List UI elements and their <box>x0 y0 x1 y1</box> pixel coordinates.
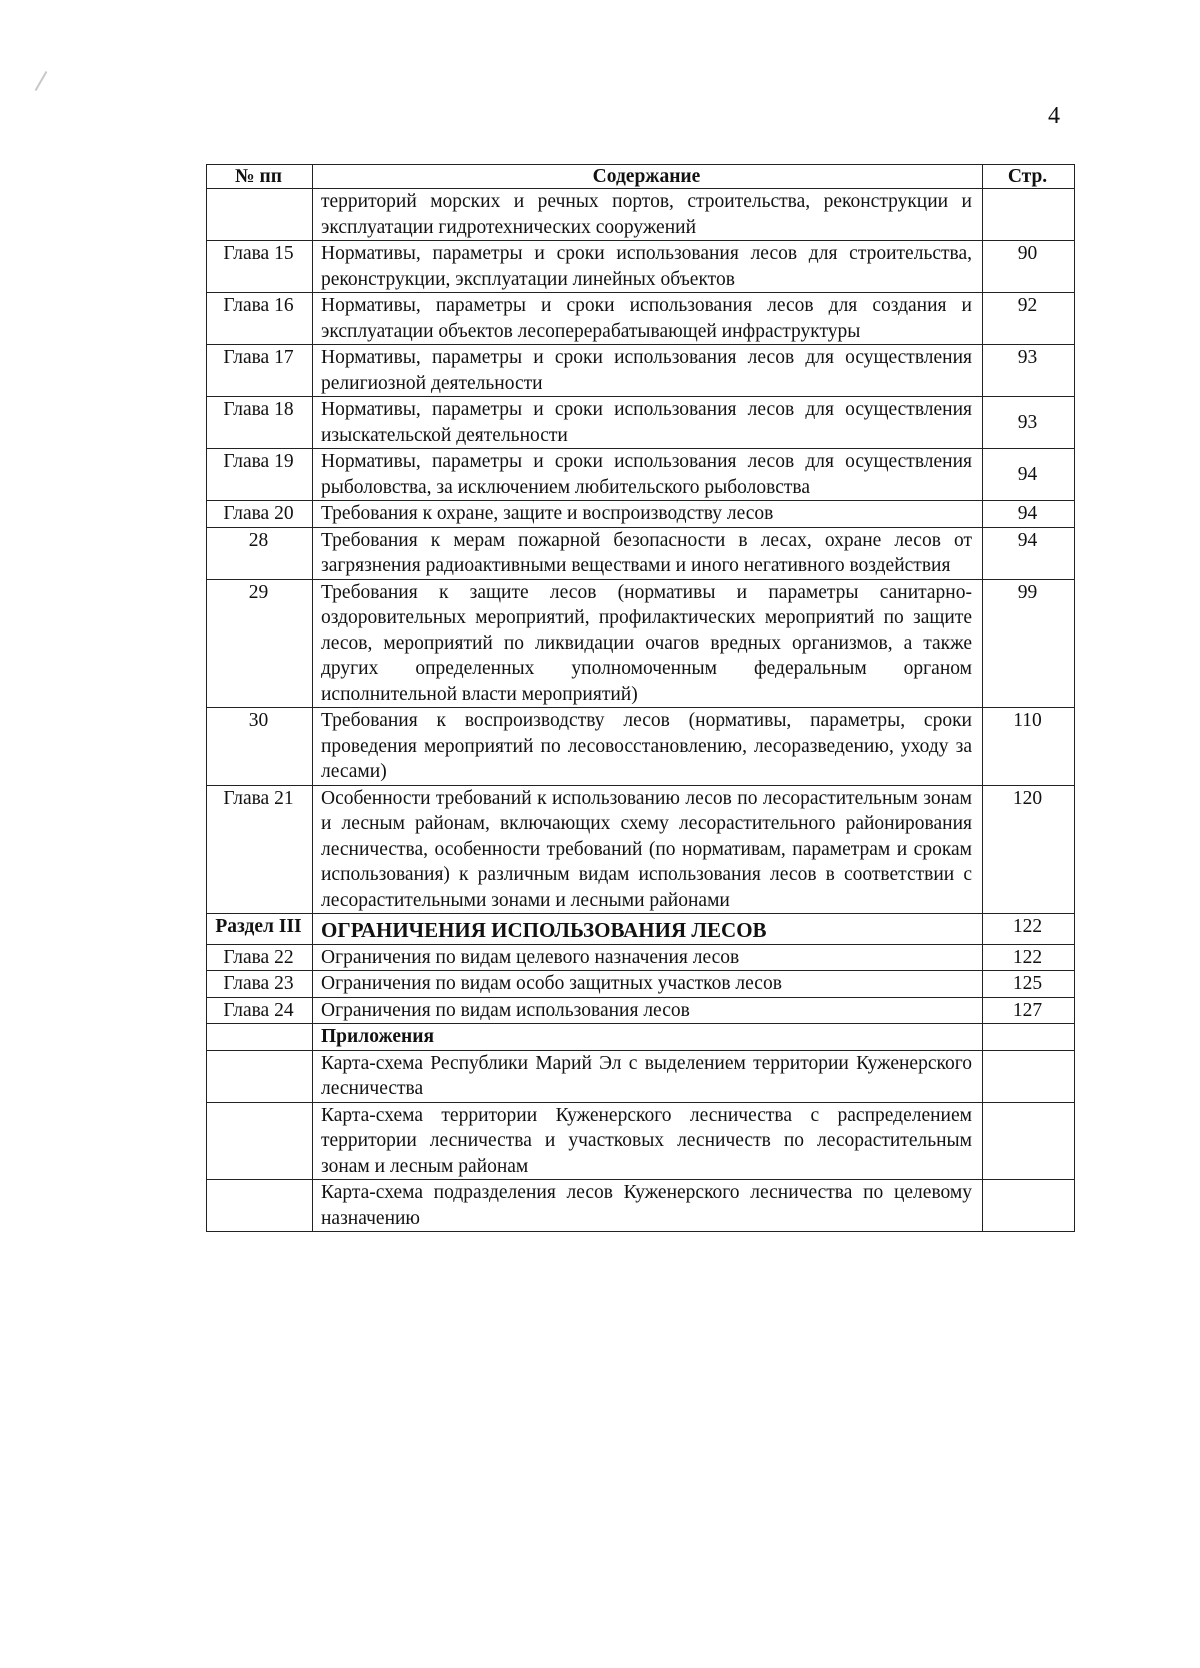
row-number: 28 <box>207 527 313 579</box>
table-row <box>207 1102 1075 1180</box>
header-content: Содержание <box>313 165 983 189</box>
appendix-title: Приложения <box>313 1024 983 1051</box>
table-row <box>207 1180 1075 1232</box>
table-row <box>207 785 1075 914</box>
row-page: 94 <box>983 501 1075 528</box>
row-page: 125 <box>983 971 1075 998</box>
row-page: 120 <box>983 785 1075 914</box>
header-page: Стр. <box>983 165 1075 189</box>
row-content: территорий морских и речных портов, строительства, реконструкции и эксплуатации гидротехнических сооружений <box>313 189 983 241</box>
table-row <box>207 971 1075 998</box>
row-content: Ограничения по видам особо защитных участков лесов <box>313 971 983 998</box>
section-number: Раздел III <box>207 914 313 945</box>
row-number <box>207 1050 313 1102</box>
table-row <box>207 944 1075 971</box>
row-page <box>983 189 1075 241</box>
table-row <box>207 189 1075 241</box>
row-number: Глава 19 <box>207 449 313 501</box>
row-page: 93 <box>983 345 1075 397</box>
row-page: 93 <box>983 397 1075 449</box>
table-row <box>207 501 1075 528</box>
row-content: Нормативы, параметры и сроки использования лесов для осуществления религиозной деятельности <box>313 345 983 397</box>
table-header-row <box>207 165 1075 189</box>
row-content: Ограничения по видам целевого назначения лесов <box>313 944 983 971</box>
row-number: Глава 18 <box>207 397 313 449</box>
scan-artifact-mark <box>35 71 48 91</box>
row-content: Особенности требований к использованию лесов по лесорастительным зонам и лесным районам, включающих схему лесорастительного районирования лесничества, особенности требований (по нормативам, параметрам и срокам использования) к различным видам использования лесов в соответствии с лесорастительными зонами и лесными районами <box>313 785 983 914</box>
row-content: Нормативы, параметры и сроки использования лесов для осуществления изыскательской деятельности <box>313 397 983 449</box>
table-row <box>207 449 1075 501</box>
table-row <box>207 1050 1075 1102</box>
row-number: 30 <box>207 708 313 786</box>
contents-table <box>206 164 1075 1232</box>
row-content: Требования к охране, защите и воспроизводству лесов <box>313 501 983 528</box>
row-content: Карта-схема территории Куженерского лесничества с распределением территории лесничества и участковых лесничеств по лесорастительным зонам и лесным районам <box>313 1102 983 1180</box>
row-page: 110 <box>983 708 1075 786</box>
row-page <box>983 1050 1075 1102</box>
section-row <box>207 914 1075 945</box>
table-row <box>207 997 1075 1024</box>
row-page: 99 <box>983 579 1075 708</box>
row-number: Глава 15 <box>207 241 313 293</box>
row-number <box>207 189 313 241</box>
table-row <box>207 345 1075 397</box>
row-number: Глава 22 <box>207 944 313 971</box>
row-page: 90 <box>983 241 1075 293</box>
row-number: Глава 16 <box>207 293 313 345</box>
row-page: 94 <box>983 449 1075 501</box>
table-row <box>207 397 1075 449</box>
table-row <box>207 579 1075 708</box>
row-page: 122 <box>983 944 1075 971</box>
row-page: 94 <box>983 527 1075 579</box>
row-page <box>983 1102 1075 1180</box>
row-number <box>207 1024 313 1051</box>
row-number: Глава 21 <box>207 785 313 914</box>
section-title: ОГРАНИЧЕНИЯ ИСПОЛЬЗОВАНИЯ ЛЕСОВ <box>313 914 983 945</box>
row-content: Карта-схема подразделения лесов Куженерского лесничества по целевому назначению <box>313 1180 983 1232</box>
row-page: 92 <box>983 293 1075 345</box>
row-content: Требования к мерам пожарной безопасности в лесах, охране лесов от загрязнения радиоактивными веществами и иного негативного воздействия <box>313 527 983 579</box>
row-content: Нормативы, параметры и сроки использования лесов для строительства, реконструкции, эксплуатации линейных объектов <box>313 241 983 293</box>
row-content: Ограничения по видам использования лесов <box>313 997 983 1024</box>
table-row <box>207 708 1075 786</box>
row-number: 29 <box>207 579 313 708</box>
row-content: Нормативы, параметры и сроки использования лесов для создания и эксплуатации объектов лесоперерабатывающей инфраструктуры <box>313 293 983 345</box>
row-number <box>207 1180 313 1232</box>
appendix-header-row <box>207 1024 1075 1051</box>
row-page <box>983 1180 1075 1232</box>
table-row <box>207 527 1075 579</box>
table-row <box>207 241 1075 293</box>
row-page: 127 <box>983 997 1075 1024</box>
row-content: Требования к защите лесов (нормативы и параметры санитарно-оздоровительных мероприятий, профилактических мероприятий по защите лесов, мероприятий по ликвидации очагов вредных организмов, а также других определенных уполномоченным федеральным органом исполнительной власти мероприятий) <box>313 579 983 708</box>
row-content: Карта-схема Республики Марий Эл с выделением территории Куженерского лесничества <box>313 1050 983 1102</box>
row-number <box>207 1102 313 1180</box>
row-number: Глава 24 <box>207 997 313 1024</box>
row-page: 122 <box>983 914 1075 945</box>
row-content: Нормативы, параметры и сроки использования лесов для осуществления рыболовства, за исключением любительского рыболовства <box>313 449 983 501</box>
row-number: Глава 17 <box>207 345 313 397</box>
page-number: 4 <box>1048 103 1060 129</box>
header-number: № пп <box>207 165 313 189</box>
table-row <box>207 293 1075 345</box>
row-content: Требования к воспроизводству лесов (нормативы, параметры, сроки проведения мероприятий по лесовосстановлению, лесоразведению, уходу за лесами) <box>313 708 983 786</box>
row-number: Глава 20 <box>207 501 313 528</box>
row-number: Глава 23 <box>207 971 313 998</box>
row-page <box>983 1024 1075 1051</box>
